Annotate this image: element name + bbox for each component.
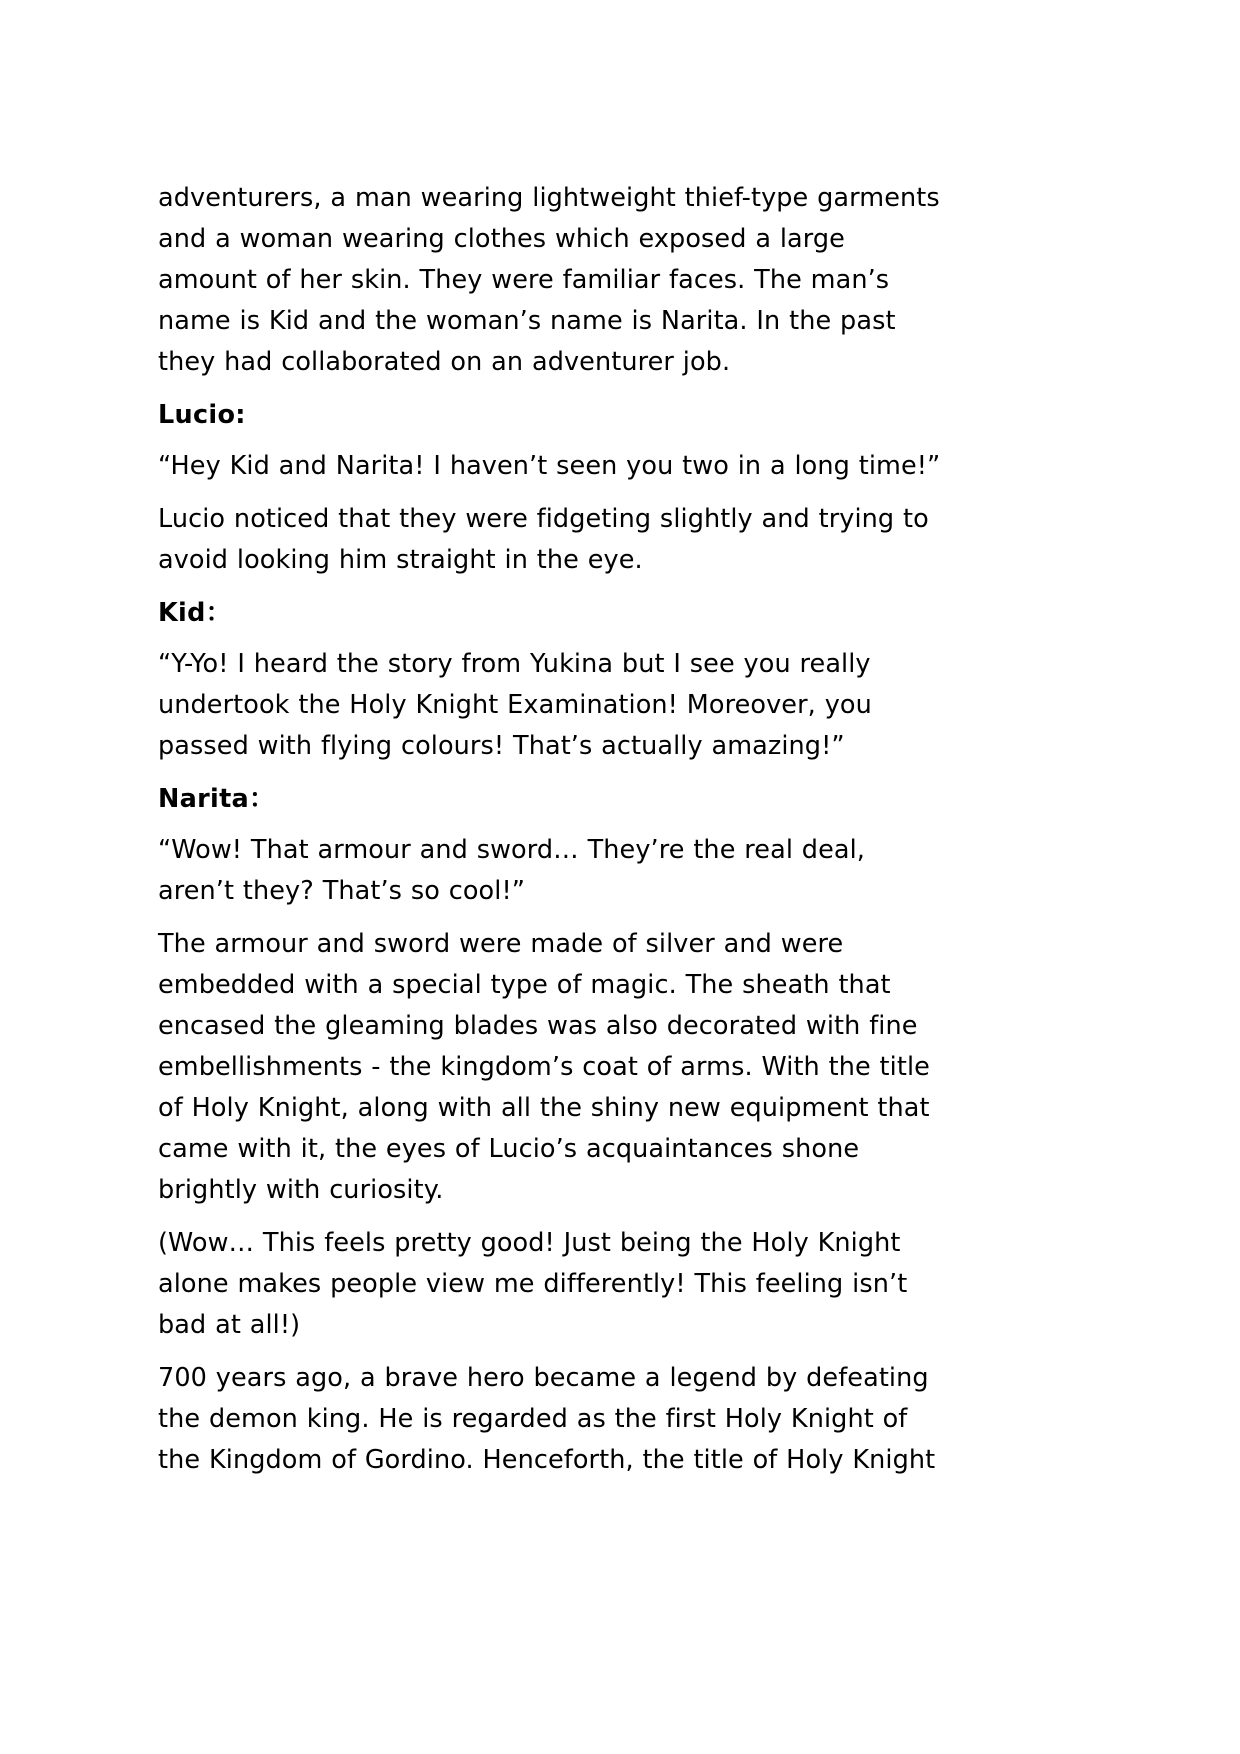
dialogue-line: “Y-Yo! I heard the story from Yukina but I see you really undertook the Holy Knight Examination! Moreover, you passed with flying colours! That’s actually amazing!” bbox=[158, 649, 872, 761]
paragraph: 700 years ago, a brave hero became a legend by defeating the demon king. He is regarded as the first Holy Knight of the Kingdom of Gordino. Henceforth, the title of Holy Knight bbox=[158, 1363, 936, 1475]
paragraph: The armour and sword were made of silver and were embedded with a special type of magic. The sheath that encased the gleaming blades was also decorated with fine embellishments - the kingdom’s coat of arms. With the title of Holy Knight, along with all the shiny new equipment that came with it, the eyes of Lucio’s acquaintances shone brightly with curiosity. bbox=[158, 929, 930, 1205]
speaker-label-kid: Kid： bbox=[158, 598, 232, 628]
paragraph: Lucio noticed that they were fidgeting slightly and trying to avoid looking him straight in the eye. bbox=[158, 504, 929, 575]
inner-monologue: (Wow… This feels pretty good! Just being the Holy Knight alone makes people view me differently! This feeling isn’t bad at all!) bbox=[158, 1228, 908, 1340]
speaker-label-narita: Narita： bbox=[158, 784, 275, 814]
speaker-label-lucio: Lucio: bbox=[158, 400, 246, 430]
paragraph: adventurers, a man wearing lightweight thief-type garments and a woman wearing clothes which exposed a large amount of her skin. They were familiar faces. The man’s name is Kid and the woman’s name is Narita. In the past they had collaborated on an adventurer job. bbox=[158, 183, 940, 377]
dialogue-line: “Wow! That armour and sword… They’re the real deal, aren’t they? That’s so cool!” bbox=[158, 835, 866, 906]
dialogue-line: “Hey Kid and Narita! I haven’t seen you two in a long time!” bbox=[158, 451, 941, 481]
document-body bbox=[158, 178, 948, 1493]
